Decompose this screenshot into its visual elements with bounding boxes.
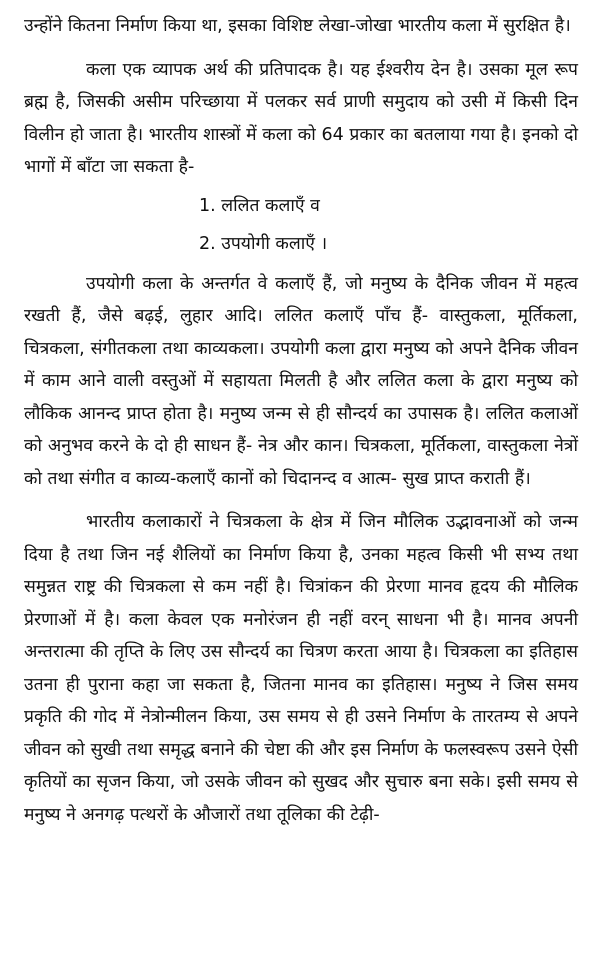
numbered-list	[24, 187, 578, 263]
paragraph-4: भारतीय कलाकारों ने चित्रकला के क्षेत्र में जिन मौलिक उद्भावनाओं को जन्म दिया है तथा जिन नई शैलियों का निर्माण किया है, उनका महत्व किसी भी सभ्य तथा समुन्नत राष्ट्र की चित्रकला से कम नहीं है। चित्रांकन की प्रेरणा मानव हृदय की मौलिक प्रेरणाओं में है। कला केवल एक मनोरंजन ही नहीं वरन् साधना भी है। मानव अपनी अन्तरात्मा की तृप्ति के लिए उस सौन्दर्य का चित्रण करता आया है। चित्रकला का इतिहास उतना ही पुराना कहा जा सकता है, जितना मानव का इतिहास। मनुष्य ने जिस समय प्रकृति की गोद में नेत्रोन्मीलन किया, उस समय से ही उसने निर्माण के तारतम्य से अपने जीवन को सुखी तथा समृद्ध बनाने की चेष्टा की और इस निर्माण के फलस्वरूप उसने ऐसी कृतियों का सृजन किया, जो उसके जीवन को सुखद और सुचारु बना सके। इसी समय से मनुष्य ने अनगढ़ पत्थरों के औजारों तथा तूलिका की टेढ़ी-	[24, 512, 578, 825]
list-item-2: 2. उपयोगी कलाएँ ।	[199, 233, 328, 254]
paragraph-1: उन्होंने कितना निर्माण किया था, इसका विशिष्ट लेखा-जोखा भारतीय कला में सुरक्षित है।	[24, 16, 571, 36]
paragraph-3: उपयोगी कला के अन्तर्गत वे कलाएँ हैं, जो मनुष्य के दैनिक जीवन में महत्व रखती हैं, जैसे बढ़ई, लुहार आदि। ललित कलाएँ पाँच हैं- वास्तुकला, मूर्तिकला, चित्रकला, संगीतकला तथा काव्यकला। उपयोगी कला द्वारा मनुष्य को अपने दैनिक जीवन में काम आने वाली वस्तुओं में सहायता मिलती है और ललित कला के द्वारा मनुष्य को लौकिक आनन्द प्राप्त होता है। मनुष्य जन्म से ही सौन्दर्य का उपासक है। ललित कलाओं को अनुभव करने के दो ही साधन हैं- नेत्र और कान। चित्रकला, मूर्तिकला, वास्तुकला नेत्रों को तथा संगीत व काव्य-कलाएँ कानों को चिदानन्द व आत्म- सुख प्राप्त कराती हैं।	[24, 273, 578, 489]
paragraph-2: कला एक व्यापक अर्थ की प्रतिपादक है। यह ईश्वरीय देन है। उसका मूल रूप ब्रह्म है, जिसकी असीम परिच्छाया में पलकर सर्व प्राणी समुदाय को उसी में किसी दिन विलीन हो जाता है। भारतीय शास्त्रों में कला को 64 प्रकार का बतलाया गया है। इनको दो भागों में बाँटा जा सकता है-	[24, 59, 578, 177]
list-item-1: 1. ललित कलाएँ व	[199, 195, 320, 216]
